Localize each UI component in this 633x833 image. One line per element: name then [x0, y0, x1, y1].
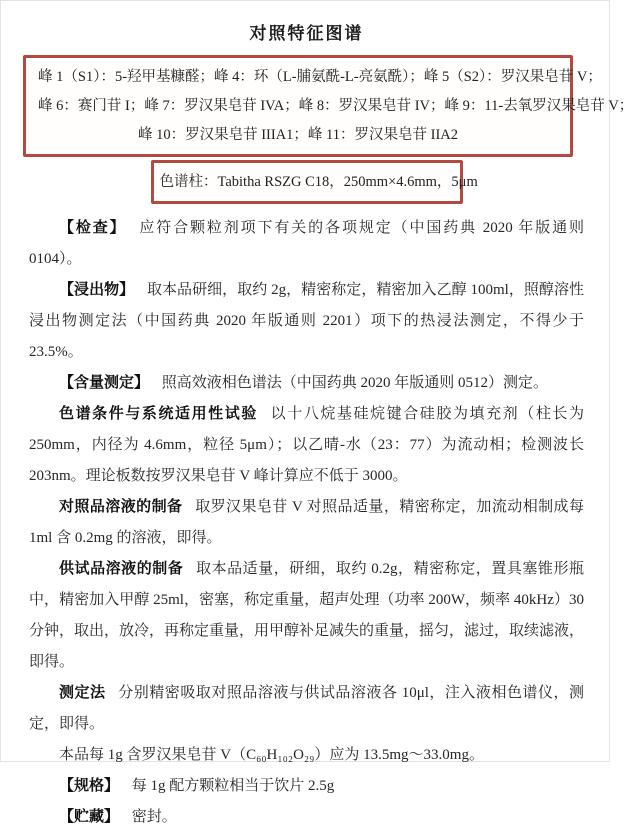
section-assay-text: 照高效液相色谱法（中国药典 2020 年版通则 0512）测定。	[161, 375, 549, 391]
section-assay-label: 【含量测定】	[59, 375, 150, 391]
section-content-limit	[29, 740, 584, 771]
section-determination-method-label: 测定法	[59, 685, 106, 701]
section-storage	[29, 802, 584, 833]
section-storage-text: 密封。	[131, 809, 177, 825]
section-check-label: 【检查】	[59, 220, 127, 236]
peak-info-box	[23, 55, 633, 157]
section-reference-solution-label: 对照品溶液的制备	[59, 499, 183, 515]
section-chromatographic-conditions-text: 以十八烷基硅烷键合硅胶为填充剂（柱长为 250mm，内径为 4.6mm，粒径 5μm）；以乙晴-水（23：77）为流动相；检测波长 203nm。理论板数按罗汉果皂苷 V 峰计算应不低于 3000。	[29, 406, 584, 484]
document-body	[29, 213, 584, 833]
section-test-solution-label: 供试品溶液的制备	[59, 561, 184, 577]
page-title: 对照特征图谱	[249, 24, 364, 43]
section-specification-text: 每 1g 配方颗粒相当于饮片 2.5g	[131, 778, 335, 794]
section-chromatographic-conditions-label: 色谱条件与系统适用性试验	[59, 406, 258, 422]
section-reference-solution	[29, 492, 584, 554]
section-test-solution	[29, 554, 584, 678]
peak-line-3: 峰 10：罗汉果皂苷 IIIA1；峰 11：罗汉果皂苷 IIA2	[137, 127, 459, 143]
column-spec-text: 色谱柱：Tabitha RSZG C18，250mm×4.6mm，5μm	[159, 174, 478, 190]
section-content-limit-text: 本品每 1g 含罗汉果皂苷 V（C₆₀H₁₀₂O₂₉）应为 13.5mg～33.0mg。	[59, 747, 484, 763]
section-check	[29, 213, 584, 275]
section-chromatographic-conditions	[29, 399, 584, 492]
peak-line-2: 峰 6：赛门苷 I；峰 7：罗汉果皂苷 IVA；峰 8：罗汉果皂苷 IV；峰 9：11-去氧罗汉果皂苷 V；	[38, 98, 633, 114]
section-extractives-text: 取本品研细，取约 2g，精密称定，精密加入乙醇 100ml，照醇溶性浸出物测定法（中国药典 2020 年版通则 2201）项下的热浸法测定，不得少于 23.5%。	[29, 282, 584, 360]
peak-line-1: 峰 1（S1）：5-羟甲基糠醛；峰 4：环（L-脯氨酰-L-亮氨酰）；峰 5（S2）：罗汉果皂苷 V；	[38, 69, 602, 85]
section-specification-label: 【规格】	[59, 778, 120, 794]
section-determination-method	[29, 678, 584, 740]
section-extractives	[29, 275, 584, 368]
section-storage-label: 【贮藏】	[59, 809, 120, 825]
section-check-text: 应符合颗粒剂项下有关的各项规定（中国药典 2020 年版通则 0104）。	[29, 220, 584, 267]
section-test-solution-text: 取本品适量，研细，取约 0.2g，精密称定，置具塞锥形瓶中，精密加入甲醇 25ml，密塞，称定重量，超声处理（功率 200W，频率 40kHz）30 分钟，取出，放冷，再称定重量，用甲醇补足减失的重量，摇匀，滤过，取续滤液，即得。	[29, 561, 585, 670]
section-assay	[29, 368, 584, 399]
section-reference-solution-text: 取罗汉果皂苷 V 对照品适量，精密称定，加流动相制成每 1ml 含 0.2mg 的溶液，即得。	[29, 499, 584, 546]
section-extractives-label: 【浸出物】	[59, 282, 135, 298]
section-specification	[29, 771, 584, 802]
column-info-box	[151, 160, 478, 204]
section-determination-method-text: 分别精密吸取对照品溶液与供试品溶液各 10μl，注入液相色谱仪，测定，即得。	[29, 685, 584, 732]
